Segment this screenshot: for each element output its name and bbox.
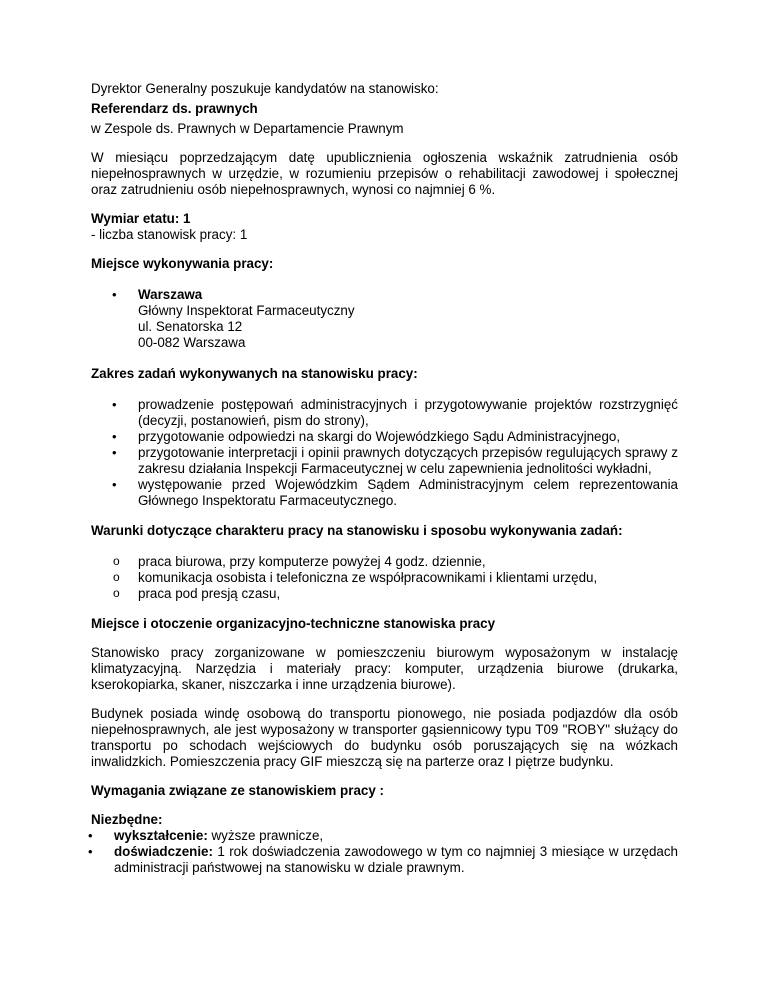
environment-paragraph: Stanowisko pracy zorganizowane w pomieszczeniu biurowym wyposażonym w instalację klimatyzacyjną. Narzędzia i materiały pracy: komputer, urządzenia biurowe (drukarka, kserokopiarka, skaner, niszczarka i inne urządzenia biurowe). bbox=[91, 645, 678, 692]
job-offer-document bbox=[91, 81, 678, 876]
disability-notice: W miesiącu poprzedzającym datę upublicznienia ogłoszenia wskaźnik zatrudnienia osób niepełnosprawnych w urzędzie, w rozumieniu przepisów o rehabilitacji zawodowej i społecznej oraz zatrudnieniu osób niepełnosprawnych, wynosi co najmniej 6 %. bbox=[91, 150, 678, 197]
list-item bbox=[114, 828, 678, 844]
environment-heading: Miejsce i otoczenie organizacyjno-techniczne stanowiska pracy bbox=[91, 616, 496, 631]
requirement-value: wyższe prawnicze, bbox=[207, 828, 324, 843]
intro-text: Dyrektor Generalny poszukuje kandydatów na stanowisko: bbox=[91, 81, 439, 96]
conditions-list bbox=[91, 554, 678, 602]
list-item: o komunikacja osobista i telefoniczna ze współpracownikami i klientami urzędu, bbox=[138, 570, 678, 586]
list-item: • przygotowanie interpretacji i opinii prawnych dotyczących przepisów regulujących sprawy z zakresu działania Inspekcji Farmaceutycznej w celu zapewnienia jednolitości wykładni, bbox=[138, 445, 678, 477]
requirements-subheading: Niezbędne: bbox=[91, 812, 163, 827]
location-line: Główny Inspektorat Farmaceutyczny bbox=[138, 303, 355, 318]
location-line: 00-082 Warszawa bbox=[138, 335, 246, 350]
requirements-heading: Wymagania związane ze stanowiskiem pracy : bbox=[91, 783, 384, 798]
list-item bbox=[138, 287, 678, 351]
list-item bbox=[114, 844, 678, 876]
list-item: • występowanie przed Wojewódzkim Sądem Administracyjnym celem reprezentowania Głównego Inspektoratu Farmaceutycznego. bbox=[138, 477, 678, 509]
requirement-label: wykształcenie: bbox=[114, 828, 208, 843]
list-item: • prowadzenie postępowań administracyjnych i przygotowywanie projektów rozstrzygnięć (decyzji, postanowień, pism do strony), bbox=[138, 397, 678, 429]
department-text: w Zespole ds. Prawnych w Departamencie Prawnym bbox=[91, 121, 404, 136]
positions-count: - liczba stanowisk pracy: 1 bbox=[91, 227, 248, 242]
location-heading: Miejsce wykonywania pracy: bbox=[91, 256, 274, 271]
building-paragraph: Budynek posiada windę osobową do transportu pionowego, nie posiada podjazdów dla osób niepełnosprawnych, ale jest wyposażony w transporter gąsiennicowy typu T09 "ROBY" służący do transportu po schodach wejściowych do budynku osób poruszających się na wózkach inwalidzkich. Pomieszczenia pracy GIF mieszczą się na parterze oraz I piętrze budynku. bbox=[91, 706, 678, 769]
duties-heading: Zakres zadań wykonywanych na stanowisku pracy: bbox=[91, 366, 418, 381]
list-item: o praca pod presją czasu, bbox=[138, 586, 678, 602]
duties-list bbox=[91, 397, 678, 509]
location-list bbox=[91, 287, 678, 351]
requirement-value: 1 rok doświadczenia zawodowego w tym co najmniej 3 miesiące w urzędach administracji państwowej na stanowisku w dziale prawnym. bbox=[114, 844, 678, 875]
location-line: ul. Senatorska 12 bbox=[138, 319, 243, 334]
position-title: Referendarz ds. prawnych bbox=[91, 101, 258, 116]
requirement-label: doświadczenie: bbox=[114, 844, 213, 859]
employment-label: Wymiar etatu: 1 bbox=[91, 211, 191, 226]
location-city: Warszawa bbox=[138, 287, 203, 302]
list-item: o praca biurowa, przy komputerze powyżej 4 godz. dziennie, bbox=[138, 554, 678, 570]
conditions-heading: Warunki dotyczące charakteru pracy na stanowisku i sposobu wykonywania zadań: bbox=[91, 523, 623, 538]
list-item: • przygotowanie odpowiedzi na skargi do Wojewódzkiego Sądu Administracyjnego, bbox=[138, 429, 678, 445]
requirements-list bbox=[91, 828, 678, 876]
